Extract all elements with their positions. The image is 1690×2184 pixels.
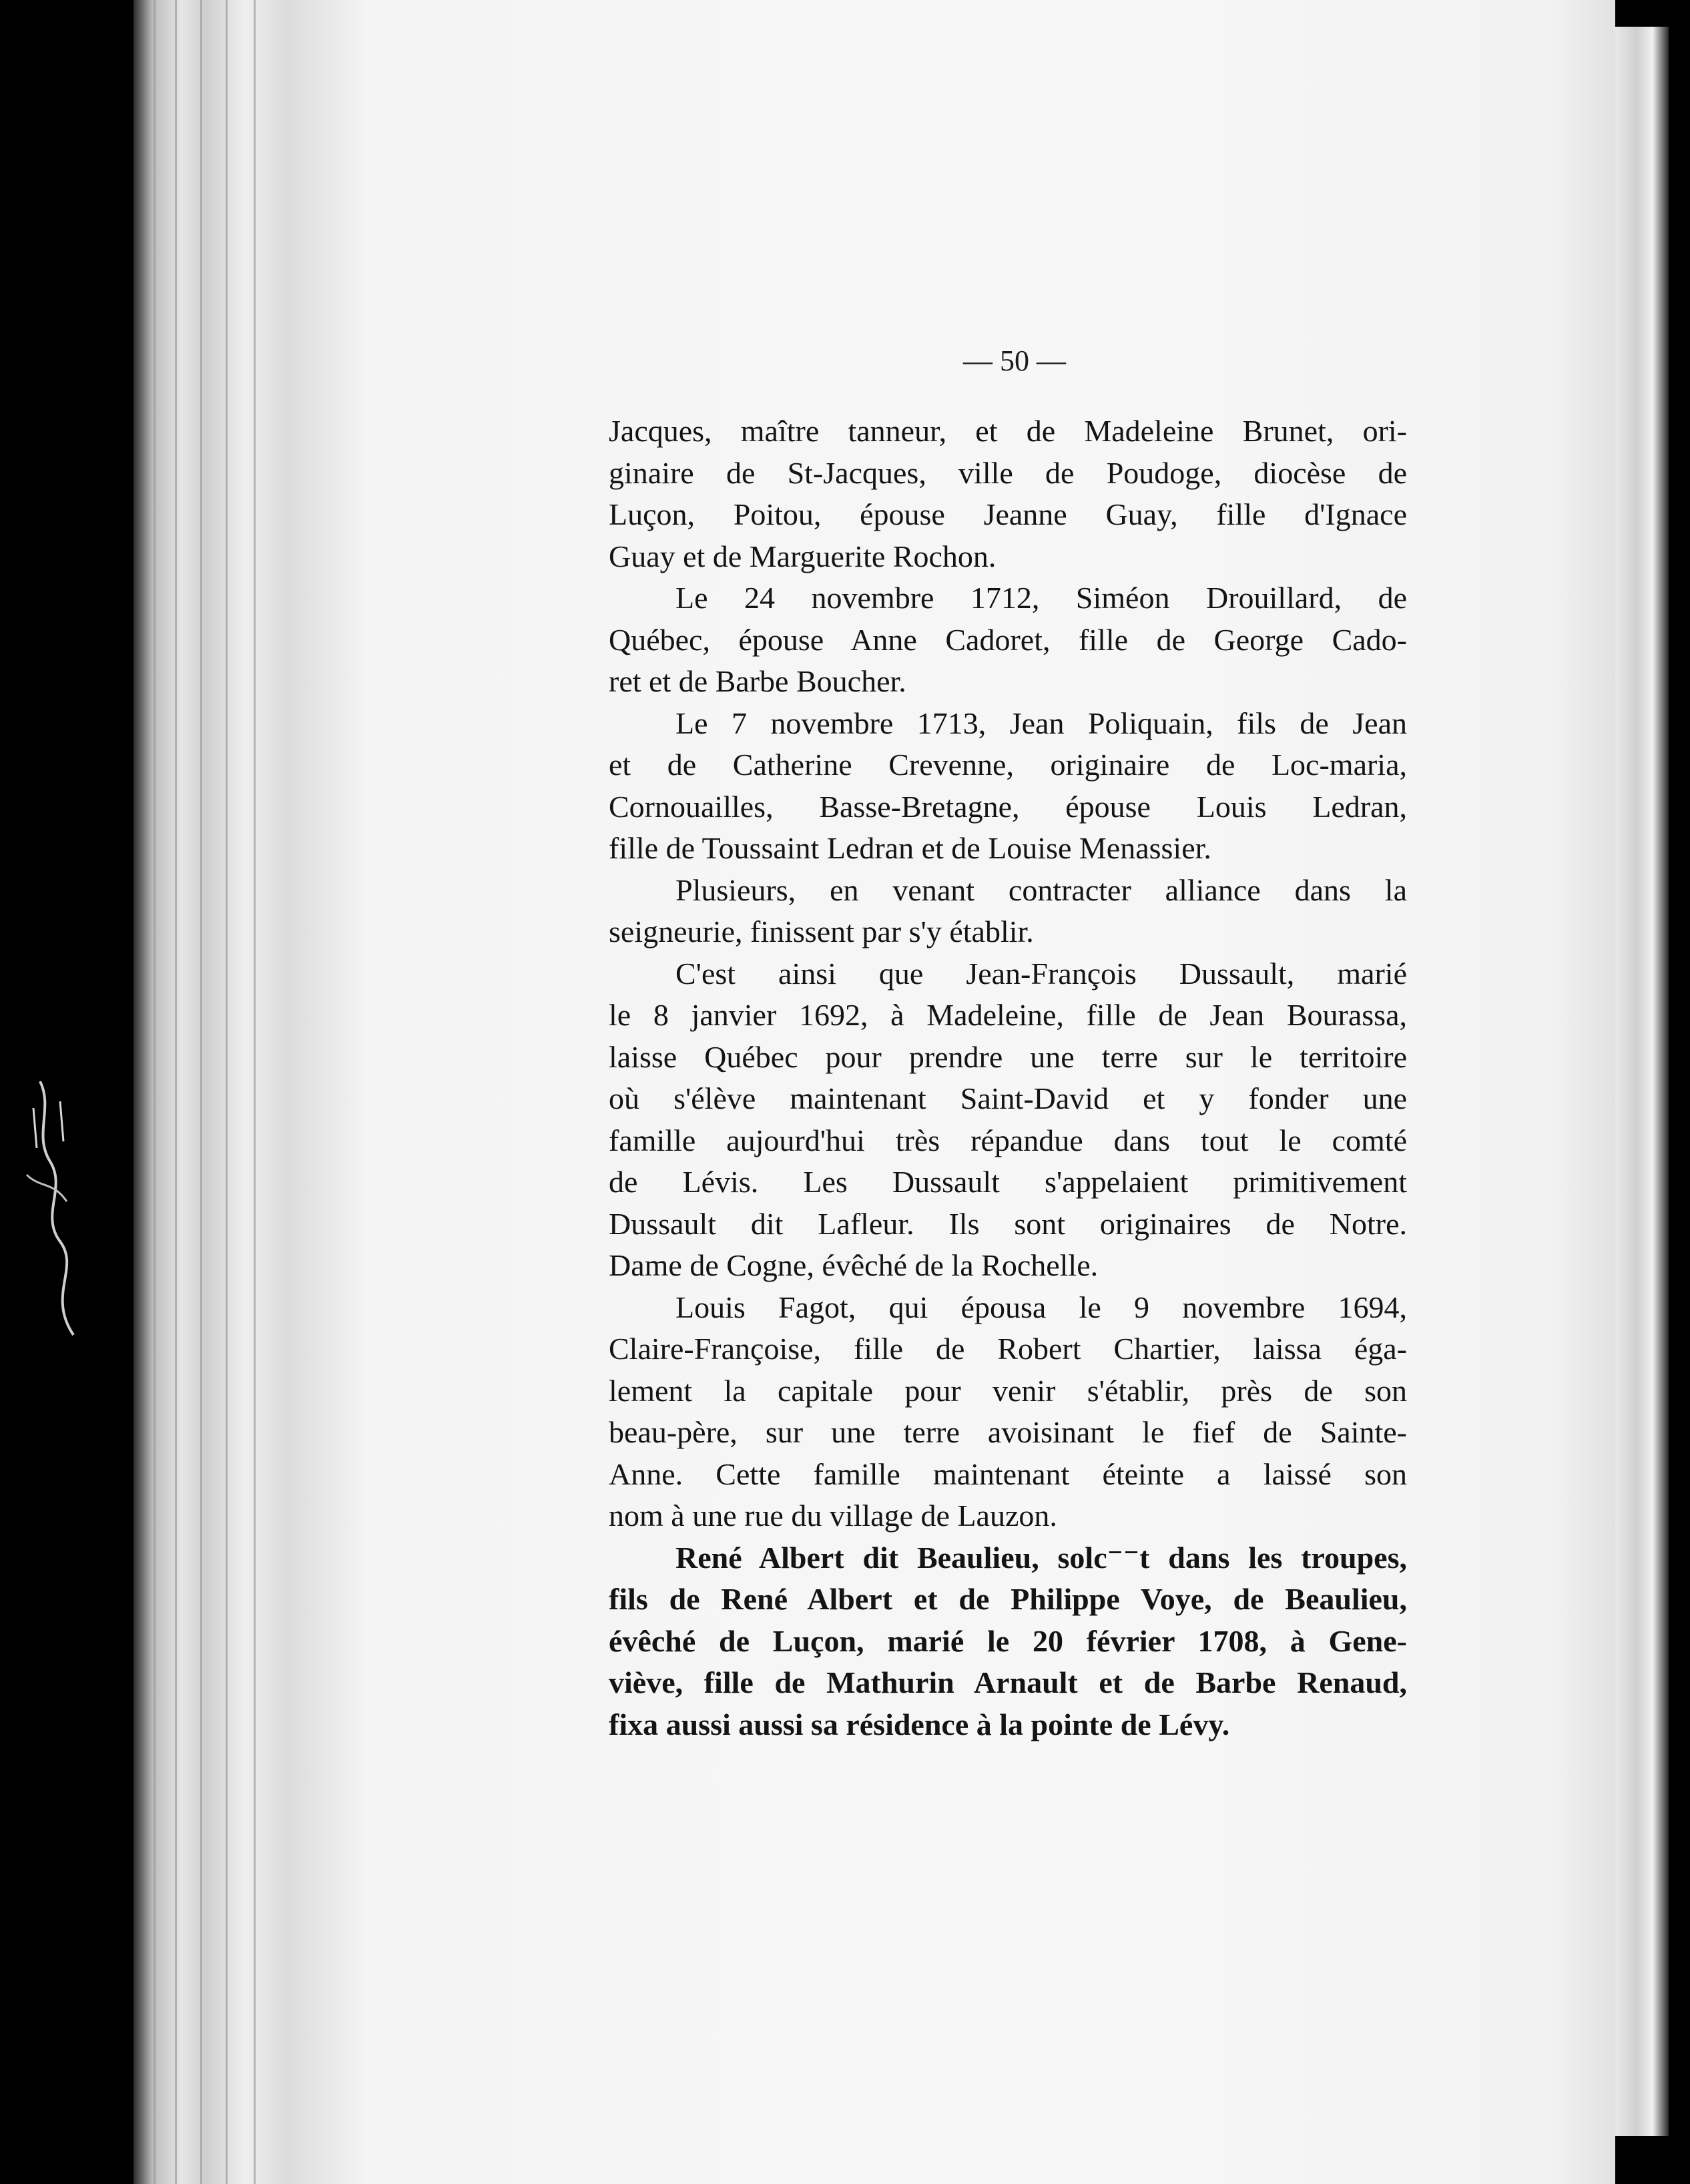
text-line: Louis Fagot, qui épousa le 9 novembre 1694, xyxy=(675,1290,1407,1324)
text-line: fille de Toussaint Ledran et de Louise Menassier. xyxy=(609,831,1211,865)
text-line: et de Catherine Crevenne, originaire de Loc-maria, xyxy=(609,748,1407,782)
text-line: Anne. Cette famille maintenant éteinte a laissé son xyxy=(609,1456,1407,1491)
text-line: laisse Québec pour prendre une terre sur le territoire xyxy=(609,1039,1407,1074)
text-line: lement la capitale pour venir s'établir, près de son xyxy=(609,1373,1407,1408)
text-line: Cornouailles, Basse-Bretagne, épouse Louis Ledran, xyxy=(609,789,1407,824)
text-line: Jacques, maître tanneur, et de Madeleine Brunet, ori- xyxy=(609,414,1407,448)
text-line: Dame de Cogne, évêché de la Rochelle. xyxy=(609,1248,1099,1282)
text-line: de Lévis. Les Dussault s'appelaient primitivement xyxy=(609,1165,1407,1199)
page-edge-line xyxy=(154,0,156,2184)
text-line: famille aujourd'hui très répandue dans tout le comté xyxy=(609,1123,1407,1157)
page-edge-line xyxy=(226,0,228,2184)
page-edge-line xyxy=(175,0,177,2184)
book-page-edges xyxy=(133,0,294,2184)
book-right-edge xyxy=(1615,27,1669,2136)
body-text xyxy=(609,411,1407,1745)
page-edge-line xyxy=(200,0,202,2184)
text-line: René Albert dit Beaulieu, solc⁻⁻t dans les troupes, xyxy=(675,1540,1407,1575)
text-line: Luçon, Poitou, épouse Jeanne Guay, fille d'Ignace xyxy=(609,497,1407,531)
page-number: — 50 — xyxy=(963,344,1066,377)
text-line: beau-père, sur une terre avoisinant le fief de Sainte- xyxy=(609,1415,1407,1449)
text-line: où s'élève maintenant Saint-David et y fonder une xyxy=(609,1081,1407,1115)
text-line: évêché de Luçon, marié le 20 février 1708, à Gene- xyxy=(609,1623,1407,1658)
text-line: Québec, épouse Anne Cadoret, fille de George Cado- xyxy=(609,622,1407,657)
text-line: fixa aussi aussi sa résidence à la pointe de Lévy. xyxy=(609,1707,1230,1741)
text-line: le 8 janvier 1692, à Madeleine, fille de Jean Bourassa, xyxy=(609,998,1407,1032)
text-line: Le 24 novembre 1712, Siméon Drouillard, de xyxy=(675,581,1407,615)
text-line: ret et de Barbe Boucher. xyxy=(609,664,906,698)
text-line: viève, fille de Mathurin Arnault et de Barbe Renaud, xyxy=(609,1665,1407,1699)
text-line: seigneurie, finissent par s'y établir. xyxy=(609,914,1034,948)
text-line: Le 7 novembre 1713, Jean Poliquain, fils de Jean xyxy=(675,706,1407,740)
margin-scribble-icon xyxy=(13,1068,93,1348)
page-edge-line xyxy=(254,0,256,2184)
text-line: ginaire de St-Jacques, ville de Poudoge, diocèse de xyxy=(609,455,1407,490)
text-line: Claire-Françoise, fille de Robert Chartier, laissa éga- xyxy=(609,1332,1407,1366)
text-line: nom à une rue du village de Lauzon. xyxy=(609,1498,1057,1533)
text-line: Guay et de Marguerite Rochon. xyxy=(609,539,997,573)
text-line: C'est ainsi que Jean-François Dussault, marié xyxy=(675,956,1407,991)
text-line: Dussault dit Lafleur. Ils sont originaires de Notre. xyxy=(609,1206,1407,1241)
text-line: Plusieurs, en venant contracter alliance dans la xyxy=(675,872,1407,907)
text-line: fils de René Albert et de Philippe Voye, de Beaulieu, xyxy=(609,1582,1407,1616)
